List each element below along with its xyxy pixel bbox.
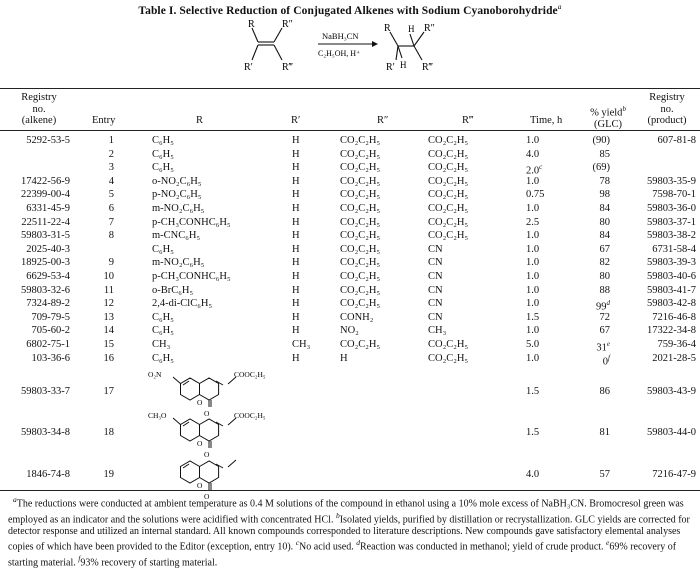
cell-reg: 5292-53-5 (26, 135, 70, 146)
cell-rppp: CO₂C₂H₅ (428, 230, 469, 242)
cell-rpp: CO₂C₂H₅ (340, 203, 381, 214)
footnotes (8, 494, 698, 569)
cell-rpp: CO₂C₂H₅ (340, 135, 381, 146)
substituent-label: CH₃O (148, 411, 167, 420)
cell-rpp: NO₂ (340, 325, 359, 337)
cell-entry: 12 (103, 298, 114, 310)
cell-rppp: CN (428, 257, 443, 269)
cell-rp: H (292, 189, 300, 201)
cell-yield: 0$^f$ (602, 353, 610, 368)
header-r-triple-prime: R‴ (462, 115, 474, 126)
cell-time: 1.0 (526, 203, 540, 214)
cell-r: C₆H₅ (152, 325, 174, 337)
table-row (0, 148, 700, 161)
cell-rppp: CN (428, 243, 443, 255)
cell-rpp: CO₂C₂H₅ (340, 284, 381, 296)
cell-prod: 6731-58-4 (652, 243, 696, 255)
footnote-mark: b (335, 510, 340, 520)
cell-rpp: CO₂C₂H₅ (340, 175, 381, 187)
cell-reg: 1846-74-8 (26, 469, 70, 480)
footnote-mark: e (606, 538, 610, 548)
cell-r: p-CH₃CONHC₆H₅ (152, 271, 231, 282)
cell-rp: H (292, 271, 300, 282)
table-row (0, 297, 700, 313)
cell-yield: 88 (599, 284, 610, 296)
table-row (0, 284, 700, 297)
cell-reg: 59803-33-7 (21, 386, 70, 397)
cell-rp: H (292, 243, 300, 255)
cell-yield: 85 (599, 148, 610, 160)
cell-rp: H (292, 148, 300, 160)
header-entry: Entry (92, 115, 116, 126)
table-row-structure (0, 408, 700, 459)
cell-time: 1.0 (526, 271, 540, 282)
cell-prod: 59803-44-0 (647, 427, 696, 438)
cell-reg: 7324-89-2 (26, 298, 70, 310)
cell-reg: 22399-00-4 (21, 189, 70, 201)
cell-yield: 81 (599, 427, 610, 438)
cell-rp: H (292, 162, 300, 174)
cell-r: o-NO₂C₆H₅ (152, 175, 202, 187)
cell-time: 1.0 (526, 325, 540, 337)
footnote-text: No acid used. (299, 541, 357, 553)
cell-prod: 59803-42-8 (647, 298, 696, 310)
header-registry-product: Registry no. (product) (647, 92, 687, 126)
alkene-structure (252, 28, 282, 60)
cell-time: 1.0 (526, 257, 540, 269)
product-h-top: H (408, 24, 415, 34)
cell-entry: 16 (103, 352, 114, 364)
reaction-scheme (230, 18, 470, 86)
cell-entry: 9 (108, 257, 114, 269)
footnote-mark: f (78, 554, 81, 564)
table-row (0, 243, 700, 256)
cell-yield: 84 (599, 230, 610, 242)
cell-yield: 67 (599, 243, 610, 255)
coumarin-structure-icon (135, 408, 285, 459)
footnote-text: 93% recovery of starting material. (80, 557, 218, 569)
cell-rpp: CO₂C₂H₅ (340, 189, 381, 201)
cell-prod: 59803-36-0 (647, 203, 696, 214)
cell-rppp: CO₂C₂H₅ (428, 352, 469, 364)
cell-rpp: CO₂C₂H₅ (340, 243, 381, 255)
table-bottom-rule (0, 490, 700, 491)
cell-time: 2.0$^c$ (526, 163, 543, 177)
cell-rp: H (292, 203, 300, 214)
cell-entry: 11 (103, 284, 114, 296)
alkane-structure (390, 32, 424, 60)
header-r-prime: R′ (291, 115, 301, 126)
title-footnote-mark: a (557, 2, 562, 11)
cell-rp: H (292, 311, 300, 323)
cell-reg: 103-36-6 (31, 352, 70, 364)
cell-entry: 6 (108, 203, 114, 214)
cell-rppp: CN (428, 298, 443, 310)
cell-time: 1.0 (526, 352, 540, 364)
ring-o-label: O (197, 481, 203, 490)
cell-time: 1.5 (526, 386, 540, 397)
carbonyl-o-label: O (204, 492, 210, 501)
header-time: Time, h (530, 115, 563, 126)
cell-rp: H (292, 298, 300, 310)
scheme-r-prime: R′ (244, 62, 253, 73)
solvent-label: C₂H₅OH, H⁺ (318, 49, 361, 58)
cell-r: p-CH₃CONHC₆H₅ (152, 216, 231, 228)
cell-yield: 86 (599, 386, 610, 397)
cell-time: 1.0 (526, 175, 540, 187)
table-row (0, 270, 700, 283)
table-title (0, 2, 700, 17)
table-title-text: Table I. Selective Reduction of Conjugated Alkenes with Sodium Cyanoborohydride (138, 4, 558, 17)
cell-reg: 6802-75-1 (26, 339, 70, 350)
cell-entry: 5 (108, 189, 114, 201)
cell-entry: 3 (108, 162, 114, 174)
cell-r: C₆H₅ (152, 148, 174, 160)
cell-rpp: CO₂C₂H₅ (340, 298, 381, 310)
table-row (0, 229, 700, 242)
cell-yield: 82 (599, 257, 610, 269)
cell-entry: 15 (103, 339, 114, 350)
scheme-r-triple-prime: R‴ (282, 62, 293, 73)
scheme-r: R (248, 19, 255, 30)
header-r: R (196, 115, 204, 126)
cell-reg: 705-60-2 (31, 325, 70, 337)
cell-r: C₆H₅ (152, 135, 174, 146)
cell-prod: 59803-37-1 (647, 216, 696, 228)
cell-reg: 6331-45-9 (26, 203, 70, 214)
cell-rp: H (292, 175, 300, 187)
table-row (0, 188, 700, 201)
cell-entry: 10 (103, 271, 114, 282)
header-bottom-rule (0, 130, 700, 131)
cell-entry: 4 (108, 175, 114, 187)
cell-reg: 709-79-5 (31, 311, 70, 323)
product-r-double-prime: R″ (424, 23, 435, 34)
table-row (0, 338, 700, 354)
cell-prod: 7216-46-8 (652, 311, 696, 323)
cell-reg: 18925-00-3 (21, 257, 70, 269)
cell-r: p-NO₂C₆H₅ (152, 189, 202, 201)
cell-r: m-NO₂C₆H₅ (152, 257, 205, 269)
cell-entry: 7 (108, 216, 114, 228)
cell-yield: 80 (599, 216, 610, 228)
cell-yield: 72 (599, 311, 610, 323)
cell-rp: H (292, 325, 300, 337)
cell-time: 1.0 (526, 284, 540, 296)
cell-time: 5.0 (526, 339, 540, 350)
footnote-mark: f (608, 353, 610, 362)
cell-reg: 6629-53-4 (26, 271, 70, 282)
cell-yield: (69) (592, 162, 610, 174)
ring-o-label: O (197, 439, 203, 448)
coumarin-structure-icon (135, 450, 285, 501)
cell-reg: 2025-40-3 (26, 243, 70, 255)
cell-time: 1.0 (526, 243, 540, 255)
footnote-text: The reductions were conducted at ambient temperature as 0.4 M solutions of the compound in ethanol using a 10% mole excess of NaBH₃CN. Bromocresol green was employed as an indicator and the solutions were acidified with concentrated HCl. (8, 498, 684, 526)
cell-prod: 2021-28-5 (652, 352, 696, 364)
cell-prod: 59803-41-7 (647, 284, 696, 296)
cell-reg: 59803-32-6 (21, 284, 70, 296)
table-row (0, 352, 700, 368)
header-yield: % yield$^b$ (GLC) (590, 105, 626, 130)
cell-time: 1.0 (526, 135, 540, 146)
structure-cell (135, 408, 285, 459)
cell-time: 1.0 (526, 230, 540, 242)
ester-label: COOC₂H₅ (234, 370, 266, 379)
footnote-text: 69% recovery of starting material. (8, 541, 677, 569)
carbonyl-o-label: O (204, 450, 210, 459)
product-r-triple-prime: R‴ (422, 62, 433, 73)
cell-entry: 19 (103, 469, 114, 480)
cell-rppp: CO₂C₂H₅ (428, 162, 469, 174)
cell-rp: H (292, 135, 300, 146)
cell-entry: 1 (108, 135, 114, 146)
cell-yield: 57 (599, 469, 610, 480)
cell-yield: 78 (599, 175, 610, 187)
cell-time: 4.0 (526, 148, 540, 160)
table-row (0, 256, 700, 269)
cell-rpp: CO₂C₂H₅ (340, 339, 381, 350)
cell-prod: 59803-39-3 (647, 257, 696, 269)
cell-entry: 8 (108, 230, 114, 242)
cell-yield: (90) (592, 135, 610, 146)
cell-r: C₆H₅ (152, 352, 174, 364)
table-row (0, 175, 700, 188)
cell-rppp: CO₂C₂H₅ (428, 216, 469, 228)
cell-rppp: CO₂C₂H₅ (428, 189, 469, 201)
arrow-head-icon (372, 41, 378, 47)
cell-r: m-NO₂C₆H₅ (152, 203, 205, 214)
cell-reg: 17422-56-9 (21, 175, 70, 187)
substituent-label: O₂N (148, 370, 162, 379)
cell-prod: 607-81-8 (657, 135, 696, 146)
cell-reg: 59803-31-5 (21, 230, 70, 242)
cell-prod: 59803-40-6 (647, 271, 696, 282)
cell-rpp: CO₂C₂H₅ (340, 162, 381, 174)
table-row-structure (0, 450, 700, 501)
cell-time: 0.75 (526, 189, 545, 201)
product-r-prime: R′ (386, 62, 395, 73)
cell-prod: 7598-70-1 (652, 189, 696, 201)
cell-yield: 98 (599, 189, 610, 201)
footnote-mark: c (539, 163, 543, 172)
cell-entry: 2 (108, 148, 114, 160)
footnote-mark: e (606, 340, 610, 348)
cell-time: 1.5 (526, 427, 540, 438)
footnote-text: Reaction was conducted in methanol; yield of crude product. (360, 541, 607, 553)
table-row (0, 311, 700, 324)
header-r-double-prime: R″ (377, 115, 389, 126)
cell-rppp: CO₂C₂H₅ (428, 148, 469, 160)
product-r: R (384, 23, 391, 34)
cell-yield: 31e (596, 340, 610, 354)
cell-rppp: CN (428, 271, 443, 282)
cell-prod: 59803-43-9 (647, 386, 696, 397)
cell-rpp: CO₂C₂H₅ (340, 148, 381, 160)
cell-rp: H (292, 257, 300, 269)
cell-rp: H (292, 216, 300, 228)
cell-r: C₆H₅ (152, 162, 174, 174)
cell-entry: 14 (103, 325, 114, 337)
cell-r: o-BrC₆H₅ (152, 284, 194, 296)
cell-yield: 99$^d$ (596, 299, 610, 313)
cell-rppp: CN (428, 311, 443, 323)
table-row (0, 134, 700, 147)
cell-rppp: CO₂C₂H₅ (428, 135, 469, 146)
cell-prod: 59803-38-2 (647, 230, 696, 242)
cell-prod: 17322-34-8 (647, 325, 696, 337)
cell-r: CH₃ (152, 339, 171, 350)
cell-rppp: CO₂C₂H₅ (428, 175, 469, 187)
cell-time: 1.5 (526, 311, 540, 323)
footnote-mark: a (13, 495, 17, 504)
cell-rppp: CN (428, 284, 443, 296)
cell-rppp: CO₂C₂H₅ (428, 203, 469, 214)
cell-yield: 84 (599, 203, 610, 214)
table-top-rule (0, 88, 700, 89)
cell-rpp: CO₂C₂H₅ (340, 271, 381, 282)
cell-reg: 59803-34-8 (21, 427, 70, 438)
cell-entry: 17 (103, 386, 114, 397)
cell-rppp: CH₃ (428, 325, 447, 337)
footnote-mark: d (356, 538, 360, 548)
cell-rppp: CO₂C₂H₅ (428, 339, 469, 350)
header-registry-alkene: Registry no. (alkene) (21, 92, 57, 126)
cell-rpp: CO₂C₂H₅ (340, 230, 381, 242)
ring-o-label: O (197, 398, 203, 407)
cell-reg: 22511-22-4 (21, 216, 70, 228)
scheme-r-double-prime: R″ (282, 19, 293, 30)
table-row (0, 202, 700, 215)
table-row (0, 324, 700, 337)
cell-yield: 67 (599, 325, 610, 337)
cell-rpp: CO₂C₂H₅ (340, 257, 381, 269)
cell-r: 2,4-di-ClC₆H₅ (152, 298, 213, 310)
cell-time: 2.5 (526, 216, 540, 228)
ester-label: COOC₂H₅ (234, 411, 266, 420)
cell-entry: 18 (103, 427, 114, 438)
footnote-text: Isolated yields, purified by distillation or recrystallization. GLC yields are corrected for detector response and utilized an internal standard. All known compounds corresponded to literature descriptions. New compounds gave satisfactory elemental analyses copies of which have been provided to the Editor (exception, entry 10). (8, 514, 690, 553)
table-row (0, 161, 700, 177)
cell-prod: 7216-47-9 (652, 469, 696, 480)
cell-r: C₆H₅ (152, 311, 174, 323)
footnote-mark: d (606, 299, 610, 308)
cell-rpp: CONH₂ (340, 311, 374, 323)
cell-r: m-CNC₆H₅ (152, 230, 201, 242)
cell-rp: CH₃ (292, 339, 311, 350)
cell-yield: 80 (599, 271, 610, 282)
cell-prod: 759-36-4 (657, 339, 696, 350)
table-row (0, 216, 700, 229)
footnote-mark: c (295, 538, 300, 548)
cell-rpp: H (340, 352, 348, 364)
reagent-label: NaBH₃CN (322, 31, 359, 41)
cell-time: 1.0 (526, 298, 540, 310)
cell-rpp: CO₂C₂H₅ (340, 216, 381, 228)
cell-time: 4.0 (526, 469, 540, 480)
cell-entry: 13 (103, 311, 114, 323)
carbonyl-o-label: O (204, 409, 210, 418)
cell-rp: H (292, 284, 300, 296)
cell-prod: 59803-35-9 (647, 175, 696, 187)
cell-rp: H (292, 352, 300, 364)
cell-r: C₆H₅ (152, 243, 174, 255)
product-h-bottom: H (400, 60, 407, 70)
cell-rp: H (292, 230, 300, 242)
